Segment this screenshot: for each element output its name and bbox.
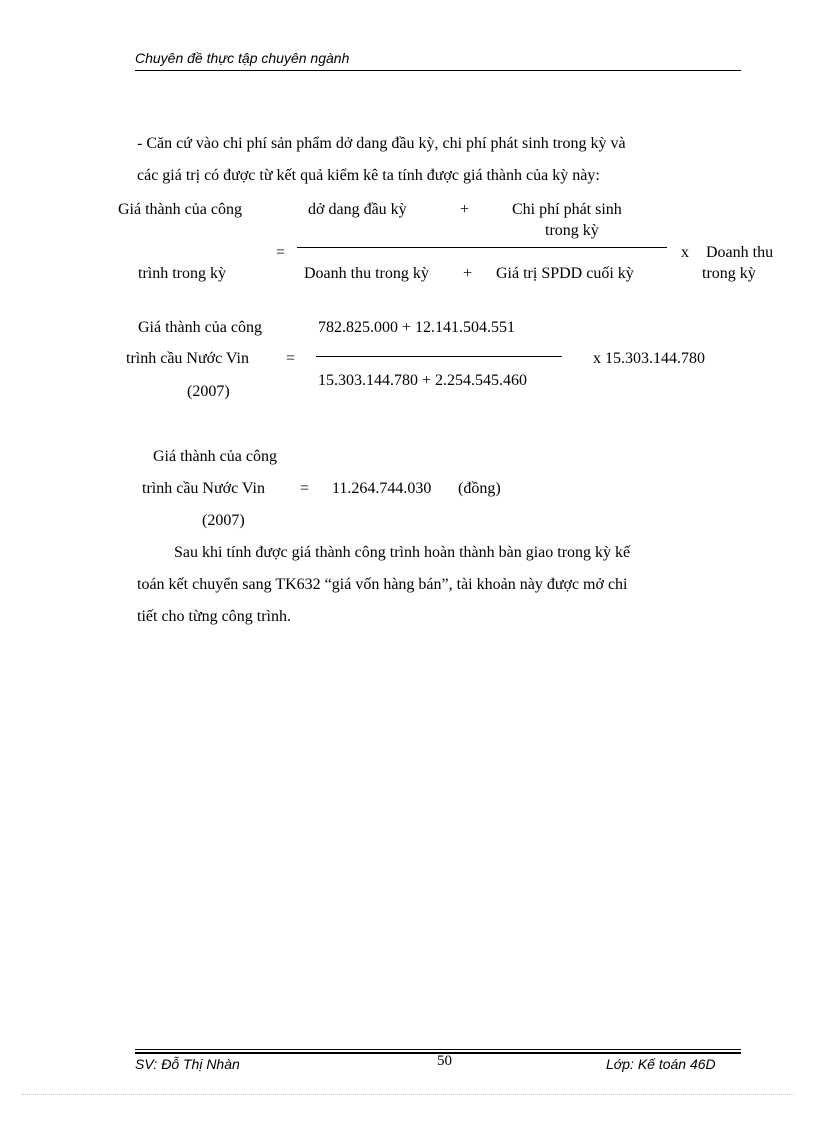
calc2-lhs-line1: Giá thành của công bbox=[153, 448, 277, 465]
calc1-lhs-line1: Giá thành của công bbox=[138, 319, 262, 336]
calc1-fraction-bar bbox=[316, 356, 562, 357]
calc1-denominator: 15.303.144.780 + 2.254.545.460 bbox=[318, 372, 528, 389]
calc2-unit: (đồng) bbox=[458, 480, 501, 497]
page-number: 50 bbox=[437, 1053, 452, 1069]
footer-student: SV: Đỗ Thị Nhàn bbox=[135, 1056, 240, 1072]
para-line-1: Sau khi tính được giá thành công trình hoàn thành bàn giao trong kỳ kế bbox=[174, 544, 631, 561]
calc1-multiplier: x 15.303.144.780 bbox=[593, 350, 705, 367]
formula-equals: = bbox=[276, 244, 286, 261]
calc2-lhs-line2: trình cầu Nước Vin bbox=[142, 480, 265, 497]
formula-den-term2: Giá trị SPDD cuối kỳ bbox=[496, 265, 634, 282]
para-line-3: tiết cho từng công trình. bbox=[137, 608, 291, 625]
calc2-equals: = bbox=[300, 480, 310, 497]
formula-fraction-bar bbox=[297, 247, 667, 248]
formula-den-plus: + bbox=[463, 265, 473, 282]
formula-lhs-line1: Giá thành của công bbox=[118, 201, 242, 218]
formula-num-term1: dở dang đầu kỳ bbox=[308, 201, 407, 218]
calc1-lhs-line2: trình cầu Nước Vin bbox=[126, 350, 249, 367]
formula-den-term1: Doanh thu trong kỳ bbox=[304, 265, 429, 282]
formula-num-plus: + bbox=[460, 201, 470, 218]
formula-num-term2-line2: trong kỳ bbox=[545, 222, 599, 239]
intro-line-1: - Căn cứ vào chi phí sản phẩm dở dang đầu kỳ, chi phí phát sinh trong kỳ và bbox=[137, 135, 626, 152]
calc1-equals: = bbox=[286, 350, 296, 367]
footer-rule-top bbox=[135, 1049, 741, 1050]
calc1-lhs-line3: (2007) bbox=[187, 383, 230, 400]
calc2-result: 11.264.744.030 bbox=[332, 480, 432, 497]
para-line-2: toán kết chuyển sang TK632 “giá vốn hàng bán”, tài khoản này được mở chi bbox=[137, 576, 628, 593]
intro-line-2: các giá trị có được từ kết quả kiểm kê ta tính được giá thành của kỳ này: bbox=[137, 167, 600, 184]
calc2-lhs-line3: (2007) bbox=[202, 512, 245, 529]
header-rule bbox=[135, 70, 741, 71]
header-title: Chuyên đề thực tập chuyên ngành bbox=[135, 50, 350, 66]
formula-lhs-line2: trình trong kỳ bbox=[138, 265, 226, 282]
page-bottom-edge bbox=[22, 1094, 794, 1095]
formula-times: x bbox=[681, 244, 689, 261]
formula-num-term2-line1: Chi phí phát sinh bbox=[512, 201, 622, 218]
formula-mult-line2: trong kỳ bbox=[702, 265, 756, 282]
footer-class: Lớp: Kế toán 46D bbox=[606, 1056, 716, 1072]
calc1-numerator: 782.825.000 + 12.141.504.551 bbox=[318, 319, 516, 336]
formula-mult-line1: Doanh thu bbox=[706, 244, 774, 261]
